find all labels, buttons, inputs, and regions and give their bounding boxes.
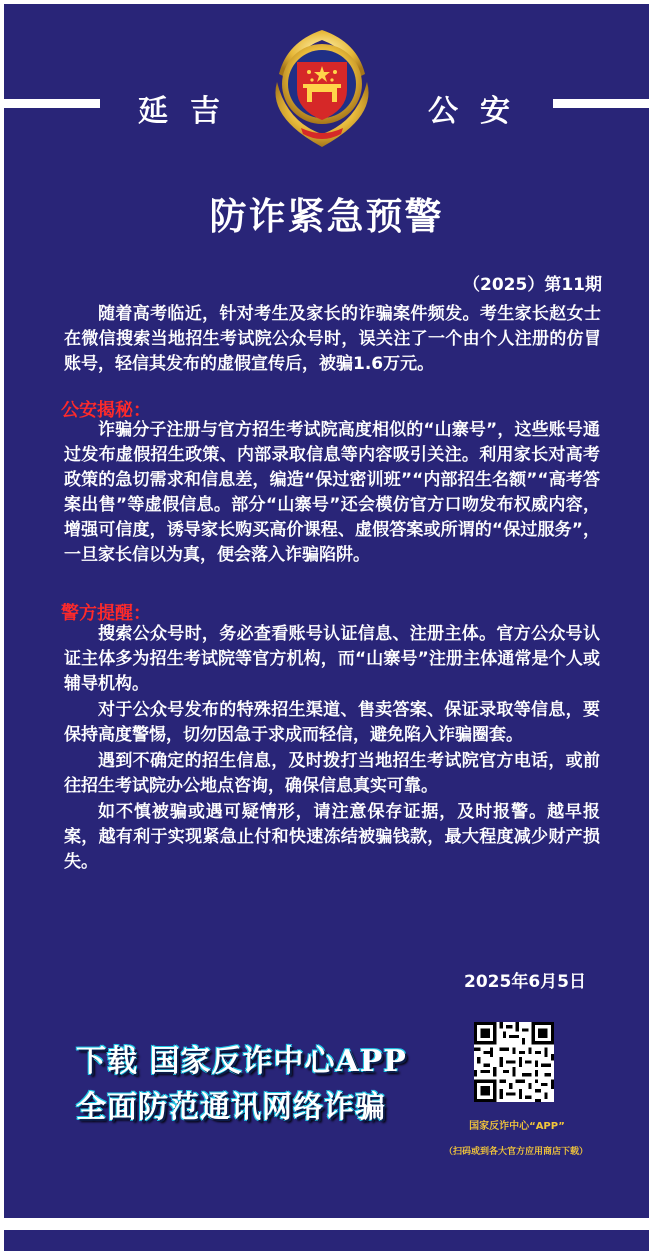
- header-stripe-right: [553, 99, 649, 108]
- issue-date: 2025年6月5日: [464, 972, 586, 992]
- police-reveal-paragraph: [64, 418, 600, 568]
- police-reminder-list: [64, 622, 600, 876]
- police-emblem-icon: [257, 22, 387, 152]
- header-stripe-left: [4, 99, 100, 108]
- qr-code-icon[interactable]: [474, 1022, 554, 1102]
- qr-subcaption: （扫码或到各大官方应用商店下载）: [443, 1147, 588, 1157]
- header-right-text: 公安: [428, 94, 532, 129]
- slogan-line-2: 全面防范通讯网络诈骗: [76, 1090, 386, 1125]
- police-reveal-text: 诈骗分子注册与官方招生考试院高度相似的“山寨号”，这些账号通过发布虚假招生政策、内部录取信息等内容吸引关注。利用家长对高考政策的急切需求和信息差，编造“保过密训班”“内部招生名额”“高考答案出售”等虚假信息。部分“山寨号”还会模仿官方口吻发布权威内容，增强可信度，诱导家长购买高价课程、虚假答案或所谓的“保过服务”，一旦家长信以为真，便会落入诈骗陷阱。: [64, 420, 600, 565]
- intro-text: 随着高考临近，针对考生及家长的诈骗案件频发。考生家长赵女士在微信搜索当地招生考试院公众号时，误关注了一个由个人注册的仿冒账号，轻信其发布的虚假宣传后，被骗1.6万元。: [64, 304, 601, 374]
- slogan-line-1: 下载 国家反诈中心APP: [76, 1044, 407, 1079]
- bottom-stripe: [4, 1218, 649, 1230]
- intro-paragraph: [64, 302, 601, 377]
- issue-number: （2025）第11期: [463, 275, 602, 295]
- section-heading-police-reveal: 公安揭秘：: [61, 400, 151, 421]
- qr-caption: 国家反诈中心“APP”: [469, 1121, 565, 1132]
- section-heading-police-reminder: 警方提醒：: [61, 603, 151, 624]
- reminder-item: 搜索公众号时，务必查看账号认证信息、注册主体。官方公众号认证主体多为招生考试院等官方机构，而“山寨号”注册主体通常是个人或辅导机构。: [64, 624, 600, 694]
- page-title: 防诈紧急预警: [209, 195, 444, 238]
- poster: [4, 4, 649, 1251]
- reminder-item: 如不慎被骗或遇可疑情形，请注意保存证据，及时报警。越早报案，越有利于实现紧急止付和快速冻结被骗钱款，最大程度减少财产损失。: [64, 802, 600, 872]
- header-left-text: 延吉: [138, 94, 242, 129]
- reminder-item: 对于公众号发布的特殊招生渠道、售卖答案、保证录取等信息，要保持高度警惕，切勿因急于求成而轻信，避免陷入诈骗圈套。: [64, 700, 600, 745]
- reminder-item: 遇到不确定的招生信息，及时拨打当地招生考试院官方电话，或前往招生考试院办公地点咨询，确保信息真实可靠。: [64, 751, 600, 796]
